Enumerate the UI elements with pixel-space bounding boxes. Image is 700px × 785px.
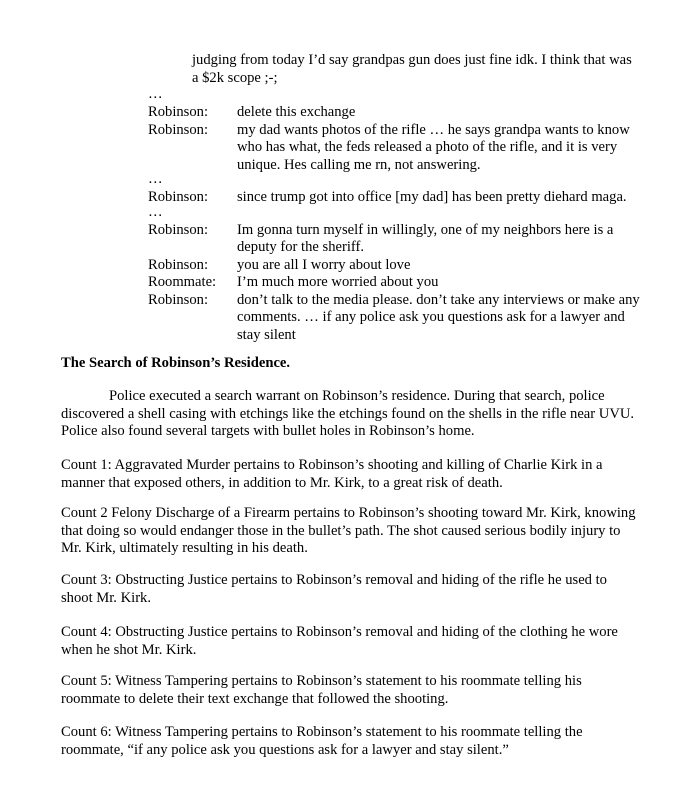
message-text: delete this exchange — [237, 104, 356, 120]
exchange-row — [148, 292, 648, 345]
exchange-row — [148, 189, 648, 207]
count-1: Count 1: Aggravated Murder pertains to Robinson’s shooting and killing of Charlie Kirk in a manner that exposed others, in addition to Mr. Kirk, to a great risk of death. — [61, 457, 603, 491]
exchange-ellipsis — [148, 171, 648, 189]
speaker-label: Robinson: — [148, 256, 209, 273]
speaker-label: Robinson: — [148, 189, 209, 205]
speaker-label: Robinson: — [148, 104, 209, 120]
ellipsis-text: … — [148, 86, 163, 102]
count-2: Count 2 Felony Discharge of a Firearm pertains to Robinson’s shooting toward Mr. Kirk, knowing that doing so would endanger those in the bullet’s path. The shot caused serious bodily injury to Mr. Kirk, ultimately resulting in his death. — [61, 505, 636, 556]
count-4: Count 4: Obstructing Justice pertains to Robinson’s removal and hiding of the clothing he wore when he shot Mr. Kirk. — [61, 624, 618, 658]
speaker-label: Roommate: — [148, 274, 217, 290]
message-text: you are all I worry about love — [237, 256, 411, 273]
message-text: my dad wants photos of the rifle … he says grandpa wants to know who has what, the feds released a photo of the rifle, and it is very unique. Hes calling me rn, not answering. — [237, 121, 630, 173]
search-paragraph: Police executed a search warrant on Robinson’s residence. During that search, police discovered a shell casing with etchings like the etchings found on the shells in the rifle near UVU. Police also found several targets with bullet holes in Robinson’s home. — [61, 388, 635, 439]
exchange-row — [148, 104, 648, 122]
ellipsis-text: … — [148, 203, 163, 220]
exchange-row — [148, 122, 648, 175]
exchange-ellipsis — [148, 86, 648, 104]
speaker-label: Robinson: — [148, 121, 209, 138]
count-6: Count 6: Witness Tampering pertains to Robinson’s statement to his roommate telling the roommate, “if any police ask you questions ask for a lawyer and stay silent.” — [61, 724, 583, 758]
message-continuation: judging from today I’d say grandpas gun does just fine idk. I think that was a $2k scope ;-; — [192, 52, 632, 86]
message-text: don’t talk to the media please. don’t take any interviews or make any comments. … if any police ask you questions ask for a lawyer and stay silent — [237, 291, 640, 343]
exchange-ellipsis — [148, 203, 648, 222]
exchange-row — [148, 222, 648, 257]
count-5: Count 5: Witness Tampering pertains to Robinson’s statement to his roommate telling his roommate to delete their text exchange that followed the shooting. — [61, 673, 582, 707]
message-text: I’m much more worried about you — [237, 274, 439, 290]
section-heading: The Search of Robinson’s Residence. — [61, 355, 291, 371]
message-text: Im gonna turn myself in willingly, one of my neighbors here is a deputy for the sheriff. — [237, 221, 614, 255]
message-text: since trump got into office [my dad] has been pretty diehard maga. — [237, 189, 627, 205]
ellipsis-text: … — [148, 171, 163, 187]
count-3: Count 3: Obstructing Justice pertains to Robinson’s removal and hiding of the rifle he used to shoot Mr. Kirk. — [61, 572, 607, 606]
speaker-label: Robinson: — [148, 221, 209, 238]
exchange-row — [148, 257, 648, 275]
speaker-label: Robinson: — [148, 291, 209, 308]
exchange-row — [148, 274, 648, 292]
text-exchange — [148, 86, 648, 344]
